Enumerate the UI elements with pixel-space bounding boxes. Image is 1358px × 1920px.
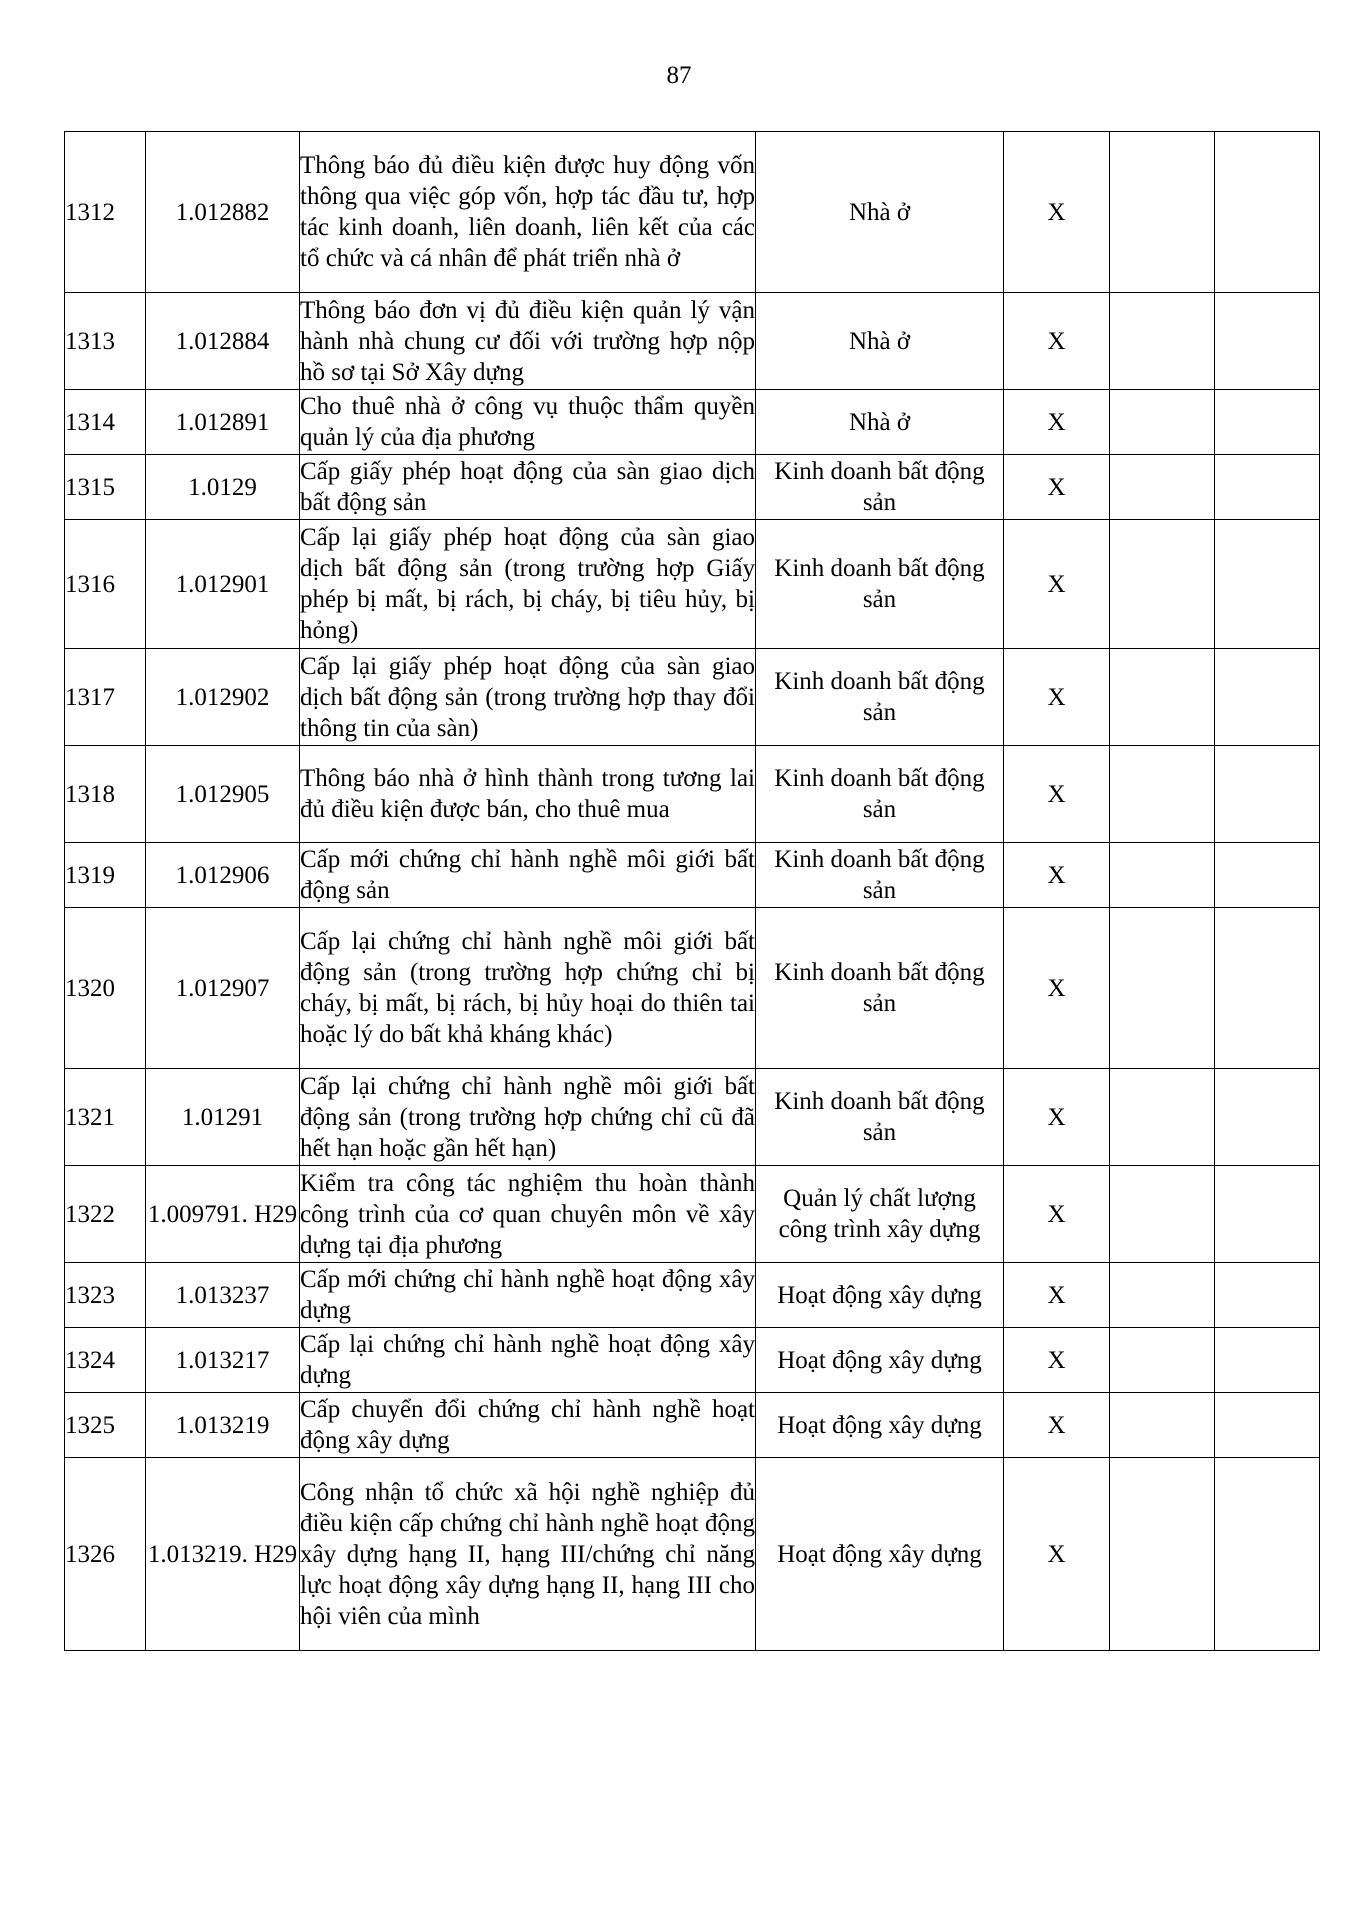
empty-cell xyxy=(1110,132,1215,293)
procedure-name: Cấp lại chứng chỉ hành nghề hoạt động xây dựng xyxy=(300,1328,756,1393)
empty-cell xyxy=(1215,293,1320,390)
row-number: 1315 xyxy=(65,455,146,520)
empty-cell xyxy=(1110,1069,1215,1166)
empty-cell xyxy=(1215,1263,1320,1328)
empty-cell xyxy=(1215,132,1320,293)
row-number: 1325 xyxy=(65,1393,146,1458)
procedure-field: Nhà ở xyxy=(756,293,1004,390)
procedure-field: Nhà ở xyxy=(756,132,1004,293)
row-number: 1321 xyxy=(65,1069,146,1166)
procedure-field: Kinh doanh bất động sản xyxy=(756,1069,1004,1166)
check-mark: X xyxy=(1004,746,1110,843)
empty-cell xyxy=(1215,455,1320,520)
check-mark: X xyxy=(1004,520,1110,649)
check-mark: X xyxy=(1004,132,1110,293)
procedure-field: Kinh doanh bất động sản xyxy=(756,843,1004,908)
check-mark: X xyxy=(1004,1328,1110,1393)
page-number: 87 xyxy=(666,62,692,89)
check-mark: X xyxy=(1004,390,1110,455)
procedure-code: 1.012884 xyxy=(146,293,300,390)
procedure-name: Cấp giấy phép hoạt động của sàn giao dịch bất động sản xyxy=(300,455,756,520)
procedure-code: 1.013217 xyxy=(146,1328,300,1393)
procedure-code: 1.009791. H29 xyxy=(146,1166,300,1263)
table-row xyxy=(65,1393,1320,1458)
empty-cell xyxy=(1215,649,1320,746)
empty-cell xyxy=(1110,1393,1215,1458)
procedure-code: 1.012906 xyxy=(146,843,300,908)
table-row xyxy=(65,1069,1320,1166)
empty-cell xyxy=(1110,520,1215,649)
empty-cell xyxy=(1215,908,1320,1069)
procedure-code: 1.01291 xyxy=(146,1069,300,1166)
empty-cell xyxy=(1215,1069,1320,1166)
row-number: 1320 xyxy=(65,908,146,1069)
empty-cell xyxy=(1110,1166,1215,1263)
procedure-name: Cấp mới chứng chỉ hành nghề hoạt động xây dựng xyxy=(300,1263,756,1328)
table-row xyxy=(65,390,1320,455)
empty-cell xyxy=(1215,390,1320,455)
check-mark: X xyxy=(1004,908,1110,1069)
empty-cell xyxy=(1110,1458,1215,1651)
empty-cell xyxy=(1110,746,1215,843)
check-mark: X xyxy=(1004,843,1110,908)
check-mark: X xyxy=(1004,1263,1110,1328)
row-number: 1316 xyxy=(65,520,146,649)
row-number: 1323 xyxy=(65,1263,146,1328)
procedure-code: 1.012891 xyxy=(146,390,300,455)
empty-cell xyxy=(1110,843,1215,908)
check-mark: X xyxy=(1004,1069,1110,1166)
empty-cell xyxy=(1215,1166,1320,1263)
procedure-field: Kinh doanh bất động sản xyxy=(756,455,1004,520)
procedure-field: Nhà ở xyxy=(756,390,1004,455)
empty-cell xyxy=(1215,746,1320,843)
empty-cell xyxy=(1215,843,1320,908)
table-row xyxy=(65,293,1320,390)
procedure-field: Hoạt động xây dựng xyxy=(756,1458,1004,1651)
row-number: 1319 xyxy=(65,843,146,908)
procedure-name: Công nhận tổ chức xã hội nghề nghiệp đủ điều kiện cấp chứng chỉ hành nghề hoạt động xây dựng hạng II, hạng III/chứng chỉ năng lực hoạt động xây dựng hạng II, hạng III cho hội viên của mình xyxy=(300,1458,756,1651)
empty-cell xyxy=(1110,455,1215,520)
procedure-name: Cấp lại chứng chỉ hành nghề môi giới bất động sản (trong trường hợp chứng chỉ bị cháy, bị mất, bị rách, bị hủy hoại do thiên tai hoặc lý do bất khả kháng khác) xyxy=(300,908,756,1069)
row-number: 1317 xyxy=(65,649,146,746)
table-row xyxy=(65,520,1320,649)
procedure-code: 1.0129 xyxy=(146,455,300,520)
procedure-field: Kinh doanh bất động sản xyxy=(756,746,1004,843)
procedure-name: Cho thuê nhà ở công vụ thuộc thẩm quyền quản lý của địa phương xyxy=(300,390,756,455)
procedure-field: Quản lý chất lượng công trình xây dựng xyxy=(756,1166,1004,1263)
empty-cell xyxy=(1215,1458,1320,1651)
procedure-name: Cấp lại chứng chỉ hành nghề môi giới bất động sản (trong trường hợp chứng chỉ cũ đã hết hạn hoặc gần hết hạn) xyxy=(300,1069,756,1166)
row-number: 1324 xyxy=(65,1328,146,1393)
check-mark: X xyxy=(1004,1166,1110,1263)
row-number: 1313 xyxy=(65,293,146,390)
row-number: 1314 xyxy=(65,390,146,455)
procedure-code: 1.013237 xyxy=(146,1263,300,1328)
procedure-field: Kinh doanh bất động sản xyxy=(756,908,1004,1069)
procedure-field: Kinh doanh bất động sản xyxy=(756,649,1004,746)
procedure-name: Cấp mới chứng chỉ hành nghề môi giới bất động sản xyxy=(300,843,756,908)
procedure-name: Cấp chuyển đổi chứng chỉ hành nghề hoạt động xây dựng xyxy=(300,1393,756,1458)
row-number: 1312 xyxy=(65,132,146,293)
procedures-table xyxy=(64,131,1320,1651)
table-row xyxy=(65,1328,1320,1393)
empty-cell xyxy=(1215,1328,1320,1393)
empty-cell xyxy=(1215,520,1320,649)
procedure-field: Kinh doanh bất động sản xyxy=(756,520,1004,649)
table-row xyxy=(65,1263,1320,1328)
empty-cell xyxy=(1110,908,1215,1069)
procedure-name: Kiểm tra công tác nghiệm thu hoàn thành công trình của cơ quan chuyên môn về xây dựng tại địa phương xyxy=(300,1166,756,1263)
procedure-name: Thông báo đủ điều kiện được huy động vốn thông qua việc góp vốn, hợp tác đầu tư, hợp tác kinh doanh, liên doanh, liên kết của các tổ chức và cá nhân để phát triển nhà ở xyxy=(300,132,756,293)
procedure-field: Hoạt động xây dựng xyxy=(756,1263,1004,1328)
procedure-name: Cấp lại giấy phép hoạt động của sàn giao dịch bất động sản (trong trường hợp Giấy phép bị mất, bị rách, bị cháy, bị tiêu hủy, bị hỏng) xyxy=(300,520,756,649)
row-number: 1318 xyxy=(65,746,146,843)
empty-cell xyxy=(1110,1263,1215,1328)
table-row xyxy=(65,132,1320,293)
procedure-code: 1.012901 xyxy=(146,520,300,649)
table-row xyxy=(65,1458,1320,1651)
procedure-code: 1.013219 xyxy=(146,1393,300,1458)
procedure-code: 1.012907 xyxy=(146,908,300,1069)
procedure-field: Hoạt động xây dựng xyxy=(756,1328,1004,1393)
empty-cell xyxy=(1215,1393,1320,1458)
procedure-code: 1.012882 xyxy=(146,132,300,293)
row-number: 1322 xyxy=(65,1166,146,1263)
empty-cell xyxy=(1110,1328,1215,1393)
empty-cell xyxy=(1110,390,1215,455)
procedure-code: 1.013219. H29 xyxy=(146,1458,300,1651)
table-row xyxy=(65,746,1320,843)
empty-cell xyxy=(1110,649,1215,746)
table-row xyxy=(65,649,1320,746)
check-mark: X xyxy=(1004,1393,1110,1458)
procedure-code: 1.012905 xyxy=(146,746,300,843)
procedure-name: Thông báo nhà ở hình thành trong tương lai đủ điều kiện được bán, cho thuê mua xyxy=(300,746,756,843)
table-row xyxy=(65,1166,1320,1263)
row-number: 1326 xyxy=(65,1458,146,1651)
procedure-name: Thông báo đơn vị đủ điều kiện quản lý vận hành nhà chung cư đối với trường hợp nộp hồ sơ tại Sở Xây dựng xyxy=(300,293,756,390)
procedure-field: Hoạt động xây dựng xyxy=(756,1393,1004,1458)
check-mark: X xyxy=(1004,649,1110,746)
check-mark: X xyxy=(1004,1458,1110,1651)
table-row xyxy=(65,843,1320,908)
table-row xyxy=(65,455,1320,520)
check-mark: X xyxy=(1004,455,1110,520)
check-mark: X xyxy=(1004,293,1110,390)
table-row xyxy=(65,908,1320,1069)
procedure-name: Cấp lại giấy phép hoạt động của sàn giao dịch bất động sản (trong trường hợp thay đổi thông tin của sàn) xyxy=(300,649,756,746)
empty-cell xyxy=(1110,293,1215,390)
procedure-code: 1.012902 xyxy=(146,649,300,746)
